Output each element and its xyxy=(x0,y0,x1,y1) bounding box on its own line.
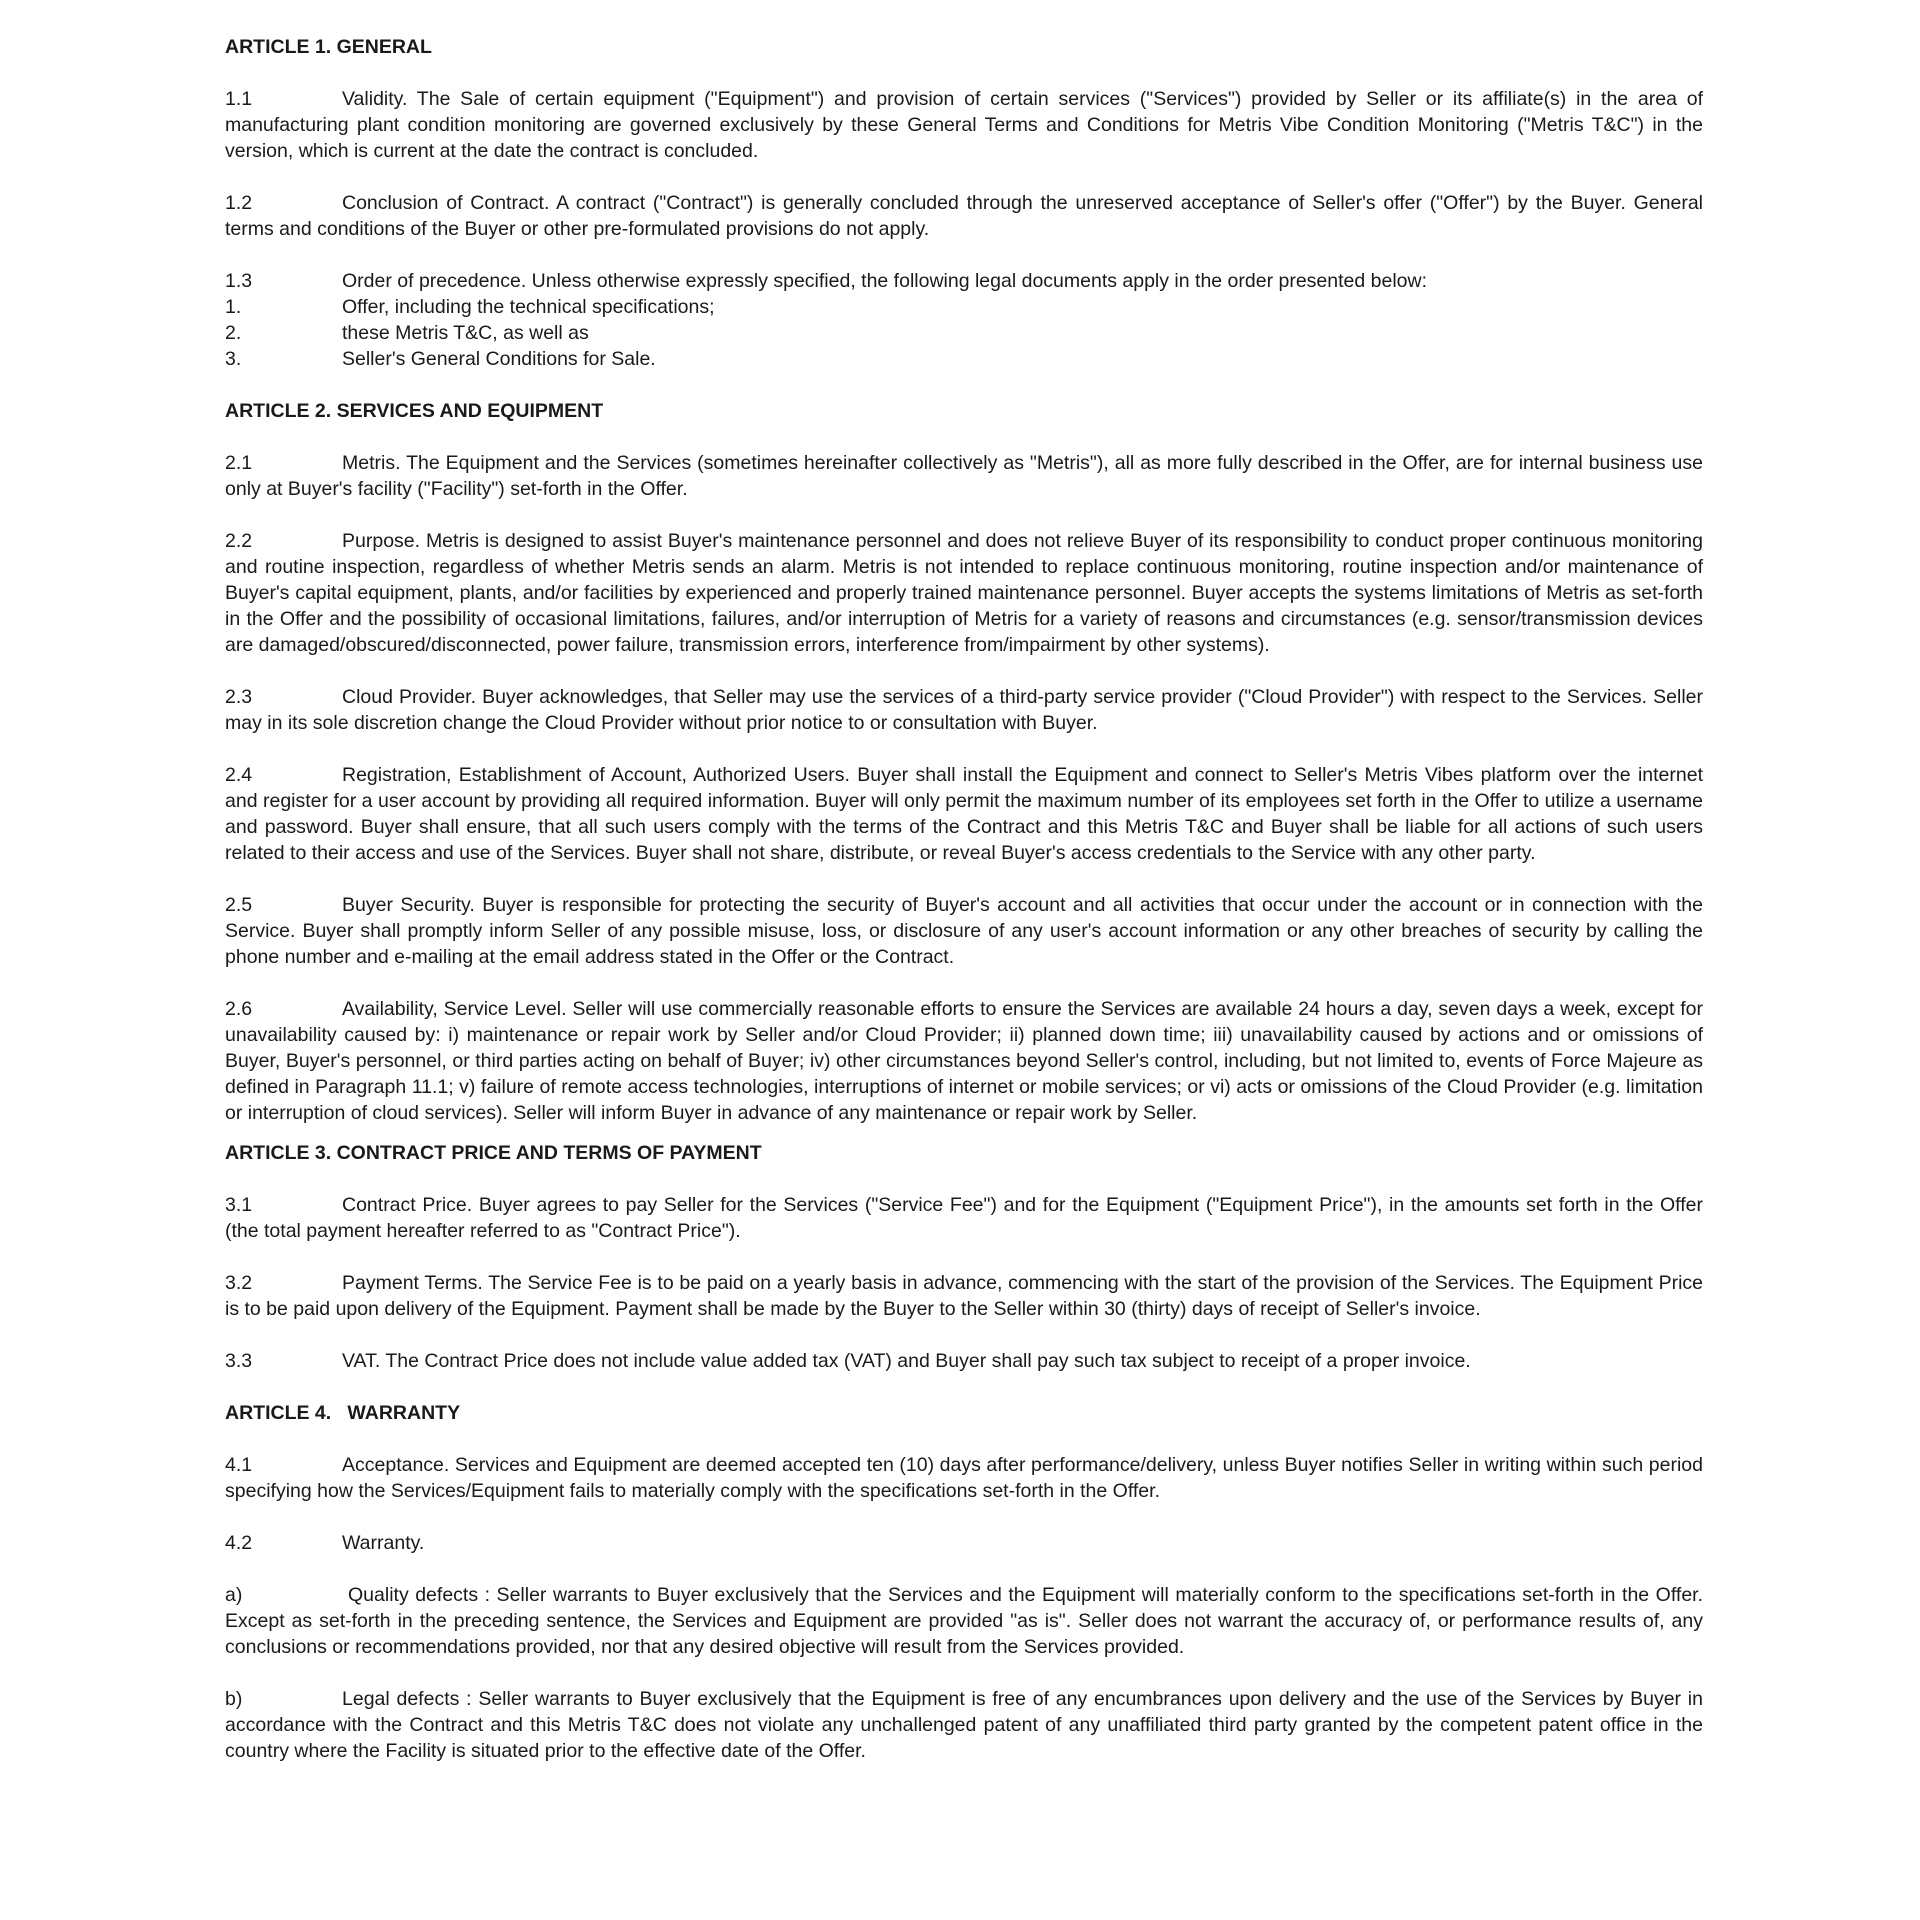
clause-2-1 xyxy=(225,450,1703,502)
clause-4-1 xyxy=(225,1452,1703,1504)
clause-text: Registration, Establishment of Account, Authorized Users. Buyer shall install the Equipment and connect to Seller's Metris Vibes platform over the internet and register for a user account by providing all required information. Buyer will only permit the maximum number of its employees set forth in the Offer to utilize a username and password. Buyer shall ensure, that all such users comply with the terms of the Contract and this Metris T&C and Buyer shall be liable for all actions of such users related to their access and use of the Services. Buyer shall not share, distribute, or reveal Buyer's access credentials to the Service with any other party. xyxy=(225,764,1703,864)
clause-2-5 xyxy=(225,892,1703,970)
clause-number: b) xyxy=(225,1688,243,1710)
list-text: these Metris T&C, as well as xyxy=(342,322,589,344)
article-2-heading: ARTICLE 2. SERVICES AND EQUIPMENT xyxy=(225,400,604,422)
clause-number: 3.3 xyxy=(225,1350,253,1372)
precedence-list xyxy=(225,294,1703,372)
clause-number: 1.2 xyxy=(225,192,253,214)
clause-text: Metris. The Equipment and the Services (sometimes hereinafter collectively as "Metris"), all as more fully described in the Offer, are for internal business use only at Buyer's facility ("Facility") set-forth in the Offer. xyxy=(225,452,1703,500)
clause-2-6 xyxy=(225,996,1703,1126)
list-number: 1. xyxy=(225,296,242,318)
clause-number: 2.5 xyxy=(225,894,253,916)
clause-text: Order of precedence. Unless otherwise expressly specified, the following legal documents apply in the order presented below: xyxy=(342,270,1428,292)
clause-4-2-b xyxy=(225,1686,1703,1764)
list-item xyxy=(225,346,1703,372)
clause-text: Acceptance. Services and Equipment are deemed accepted ten (10) days after performance/delivery, unless Buyer notifies Seller in writing within such period specifying how the Services/Equipment fails to materially comply with the specifications set-forth in the Offer. xyxy=(225,1454,1703,1502)
clause-2-4 xyxy=(225,762,1703,866)
clause-text: Validity. The Sale of certain equipment ("Equipment") and provision of certain services ("Services") provided by Seller or its affiliate(s) in the area of manufacturing plant condition monitoring are governed exclusively by these General Terms and Conditions for Metris Vibe Condition Monitoring ("Metris T&C") in the version, which is current at the date the contract is concluded. xyxy=(225,88,1703,162)
clause-text: Payment Terms. The Service Fee is to be paid on a yearly basis in advance, commencing with the start of the provision of the Services. The Equipment Price is to be paid upon delivery of the Equipment. Payment shall be made by the Buyer to the Seller within 30 (thirty) days of receipt of Seller's invoice. xyxy=(225,1272,1703,1320)
clause-1-1 xyxy=(225,86,1703,164)
clause-3-1 xyxy=(225,1192,1703,1244)
clause-4-2 xyxy=(225,1530,1703,1556)
clause-number: 1.3 xyxy=(225,270,253,292)
clause-text: Legal defects : Seller warrants to Buyer exclusively that the Equipment is free of any encumbrances upon delivery and the use of the Services by Buyer in accordance with the Contract and this Metris T&C does not violate any unchallenged patent of any unaffiliated third party granted by the competent patent office in the country where the Facility is situated prior to the effective date of the Offer. xyxy=(225,1688,1703,1762)
clause-text: Availability, Service Level. Seller will use commercially reasonable efforts to ensure the Services are available 24 hours a day, seven days a week, except for unavailability caused by: i) maintenance or repair work by Seller and/or Cloud Provider; ii) planned down time; iii) unavailability caused by actions and or omissions of Buyer, Buyer's personnel, or third parties acting on behalf of Buyer; iv) other circumstances beyond Seller's control, including, but not limited to, events of Force Majeure as defined in Paragraph 11.1; v) failure of remote access technologies, interruptions of internet or mobile services; or vi) acts or omissions of the Cloud Provider (e.g. limitation or interruption of cloud services). Seller will inform Buyer in advance of any maintenance or repair work by Seller. xyxy=(225,998,1703,1124)
clause-text: Quality defects : Seller warrants to Buyer exclusively that the Services and the Equipment will materially conform to the specifications set-forth in the Offer. Except as set-forth in the preceding sentence, the Services and Equipment are provided "as is". Seller does not warrant the accuracy of, or performance results of, any conclusions or recommendations provided, nor that any desired objective will result from the Services provided. xyxy=(225,1584,1703,1658)
article-3-heading: ARTICLE 3. CONTRACT PRICE AND TERMS OF PAYMENT xyxy=(225,1142,762,1164)
clause-number: 3.1 xyxy=(225,1194,253,1216)
clause-number: a) xyxy=(225,1584,243,1606)
list-item xyxy=(225,294,1703,320)
clause-3-3 xyxy=(225,1348,1703,1374)
document-page xyxy=(225,34,1703,1914)
clause-4-2-a xyxy=(225,1582,1703,1660)
clause-number: 4.1 xyxy=(225,1454,253,1476)
clause-text: Conclusion of Contract. A contract ("Contract") is generally concluded through the unreserved acceptance of Seller's offer ("Offer") by the Buyer. General terms and conditions of the Buyer or other pre-formulated provisions do not apply. xyxy=(225,192,1703,240)
clause-number: 2.2 xyxy=(225,530,253,552)
clause-number: 2.3 xyxy=(225,686,253,708)
clause-number: 2.1 xyxy=(225,452,253,474)
list-text: Seller's General Conditions for Sale. xyxy=(342,348,656,370)
list-item xyxy=(225,320,1703,346)
clause-1-2 xyxy=(225,190,1703,242)
clause-text: Cloud Provider. Buyer acknowledges, that Seller may use the services of a third-party service provider ("Cloud Provider") with respect to the Services. Seller may in its sole discretion change the Cloud Provider without prior notice to or consultation with Buyer. xyxy=(225,686,1703,734)
list-number: 2. xyxy=(225,322,242,344)
clause-number: 2.6 xyxy=(225,998,253,1020)
article-1-heading: ARTICLE 1. GENERAL xyxy=(225,36,432,58)
clause-3-2 xyxy=(225,1270,1703,1322)
clause-2-3 xyxy=(225,684,1703,736)
clause-number: 4.2 xyxy=(225,1532,253,1554)
list-number: 3. xyxy=(225,348,242,370)
clause-number: 2.4 xyxy=(225,764,253,786)
clause-1-3 xyxy=(225,268,1703,294)
list-text: Offer, including the technical specifications; xyxy=(342,296,715,318)
clause-text: Warranty. xyxy=(342,1532,425,1554)
clause-text: Contract Price. Buyer agrees to pay Seller for the Services ("Service Fee") and for the Equipment ("Equipment Price"), in the amounts set forth in the Offer (the total payment hereafter referred to as "Contract Price"). xyxy=(225,1194,1703,1242)
clause-text: VAT. The Contract Price does not include value added tax (VAT) and Buyer shall pay such tax subject to receipt of a proper invoice. xyxy=(342,1350,1471,1372)
clause-2-2 xyxy=(225,528,1703,658)
clause-text: Purpose. Metris is designed to assist Buyer's maintenance personnel and does not relieve Buyer of its responsibility to conduct proper continuous monitoring and routine inspection, regardless of whether Metris sends an alarm. Metris is not intended to replace continuous monitoring, routine inspection and/or maintenance of Buyer's capital equipment, plants, and/or facilities by experienced and properly trained maintenance personnel. Buyer accepts the systems limitations of Metris as set-forth in the Offer and the possibility of occasional limitations, failures, and/or interruption of Metris for a variety of reasons and circumstances (e.g. sensor/transmission devices are damaged/obscured/disconnected, power failure, transmission errors, interference from/impairment by other systems). xyxy=(225,530,1703,656)
clause-number: 3.2 xyxy=(225,1272,253,1294)
clause-text: Buyer Security. Buyer is responsible for protecting the security of Buyer's account and all activities that occur under the account or in connection with the Service. Buyer shall promptly inform Seller of any possible misuse, loss, or disclosure of any user's account information or any other breaches of security by calling the phone number and e-mailing at the email address stated in the Offer or the Contract. xyxy=(225,894,1703,968)
article-4-heading: ARTICLE 4. WARRANTY xyxy=(225,1402,461,1424)
clause-number: 1.1 xyxy=(225,88,253,110)
